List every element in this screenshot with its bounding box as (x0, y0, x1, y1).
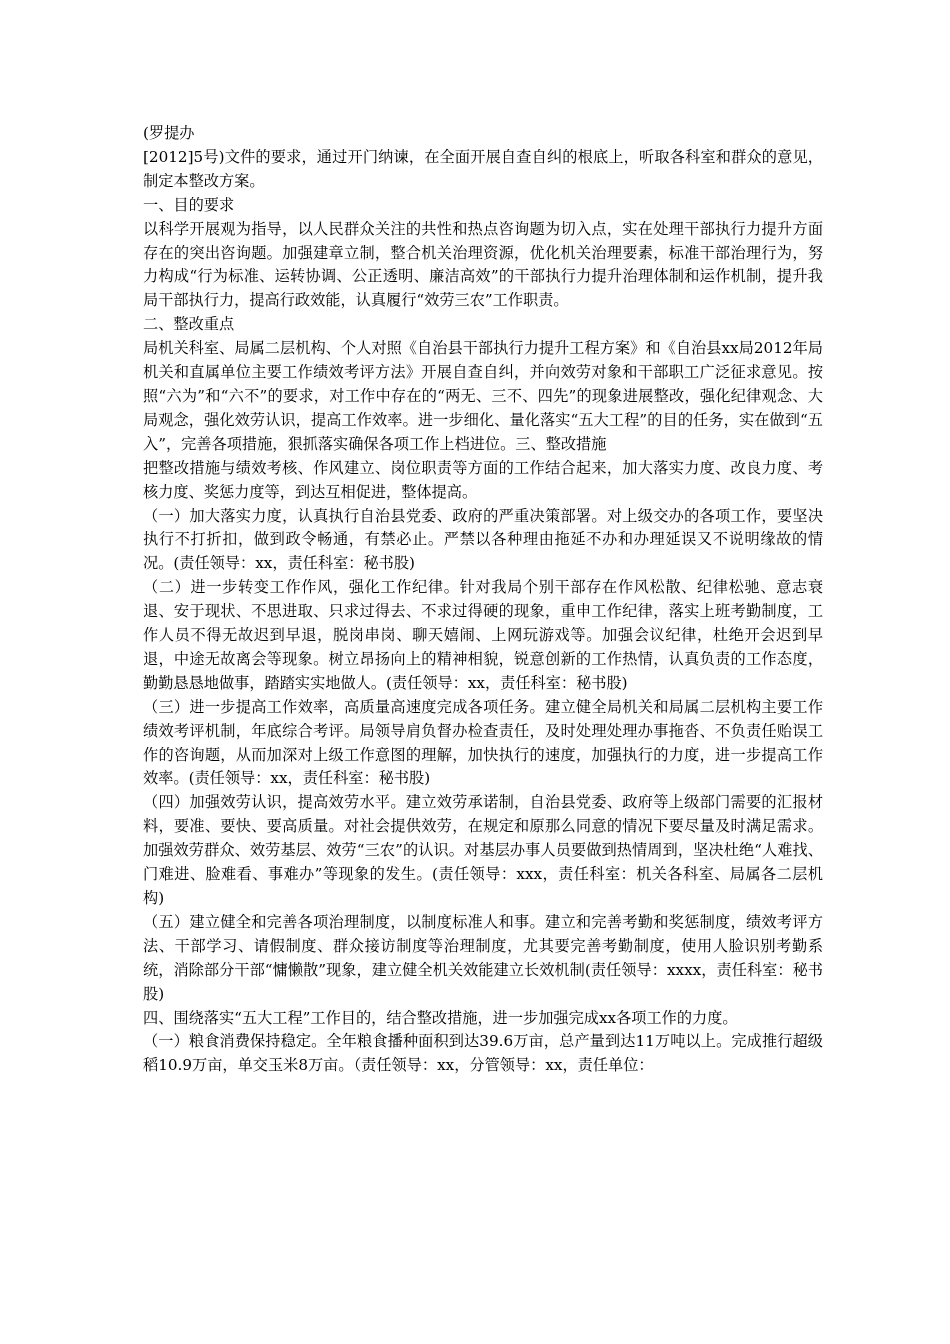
section-heading: 一、目的要求 (143, 195, 235, 214)
document-paragraph: （一）加大落实力度，认真执行自治县党委、政府的严重决策部署。对上级交办的各项工作，要坚决执行不打折扣，做到政令畅通，有禁必止。严禁以各种理由拖延不办和办理延误又不说明缘故的情况。(责任领导：xx，责任科室：秘书股) (143, 506, 823, 573)
document-body (143, 122, 823, 1078)
document-paragraph: 把整改措施与绩效考核、作风建立、岗位职责等方面的工作结合起来，加大落实力度、改良力度、考核力度、奖惩力度等，到达互相促进，整体提高。 (143, 458, 823, 501)
document-paragraph: （四）加强效劳认识，提高效劳水平。建立效劳承诺制，自治县党委、政府等上级部门需要的汇报材料，要准、要快、要高质量。对社会提供效劳，在规定和原那么同意的情况下要尽量及时满足需求。加强效劳群众、效劳基层、效劳“三农”的认识。对基层办事人员要做到热情周到，坚决杜绝“人难找、门难进、脸难看、事难办”等现象的发生。(责任领导：xxx，责任科室：机关各科室、局属各二层机构) (143, 793, 823, 907)
document-paragraph: 以科学开展观为指导，以人民群众关注的共性和热点咨询题为切入点，实在处理干部执行力提升方面存在的突出咨询题。加强建章立制，整合机关治理资源，优化机关治理要素，标准干部治理行为，努力构成“行为标准、运转协调、公正透明、廉洁高效”的干部执行力提升治理体制和运作机制，提升我局干部执行力，提高行政效能，认真履行“效劳三农”工作职责。 (143, 219, 823, 310)
document-paragraph: (罗提办 (143, 124, 195, 142)
document-paragraph: （五）建立健全和完善各项治理制度，以制度标准人和事。建立和完善考勤和奖惩制度，绩效考评方法、干部学习、请假制度、群众接访制度等治理制度，尤其要完善考勤制度，使用人脸识别考勤系统，消除部分干部“慵懒散”现象，建立健全机关效能建立长效机制(责任领导：xxxx，责任科室：秘书股) (143, 912, 823, 1003)
document-paragraph: （一）粮食消费保持稳定。全年粮食播种面积到达39.6万亩，总产量到达11万吨以上。完成推行超级稻10.9万亩，单交玉米8万亩。（责任领导：xx，分管领导：xx，责任单位： (143, 1032, 823, 1075)
document-paragraph: （二）进一步转变工作作风，强化工作纪律。针对我局个别干部存在作风松散、纪律松驰、意志衰退、安于现状、不思进取、只求过得去、不求过得硬的现象，重申工作纪律，落实上班考勤制度，工作人员不得无故迟到早退，脱岗串岗、聊天嬉闹、上网玩游戏等。加强会议纪律，杜绝开会迟到早退，中途无故离会等现象。树立昂扬向上的精神相貌，锐意创新的工作热情，认真负责的工作态度，勤勤恳恳地做事，踏踏实实地做人。(责任领导：xx，责任科室：秘书股) (143, 578, 823, 692)
section-heading: 二、整改重点 (143, 315, 235, 334)
document-paragraph: （三）进一步提高工作效率，高质量高速度完成各项任务。建立健全局机关和局属二层机构主要工作绩效考评机制，年底综合考评。局领导肩负督办检查责任，及时处理处理办事拖沓、不负责任贻误工作的咨询题，从而加深对上级工作意图的理解，加快执行的速度，加强执行的力度，进一步提高工作效率。(责任领导：xx，责任科室：秘书股) (143, 697, 823, 788)
document-paragraph: 局机关科室、局属二层机构、个人对照《自治县干部执行力提升工程方案》和《自治县xx局2012年局机关和直属单位主要工作绩效考评方法》开展自查自纠，并向效劳对象和干部职工广泛征求意见。按照“六为”和“六不”的要求，对工作中存在的“两无、三不、四先”的现象进展整改，强化纪律观念、大局观念，强化效劳认识，提高工作效率。进一步细化、量化落实“五大工程”的目的任务，实在做到“五入”，完善各项措施，狠抓落实确保各项工作上档进位。三、整改措施 (143, 339, 823, 453)
section-heading: 四、围绕落实“五大工程”工作目的，结合整改措施，进一步加强完成xx各项工作的力度。 (143, 1008, 738, 1027)
document-paragraph: [2012]5号)文件的要求，通过开门纳谏，在全面开展自查自纠的根底上，听取各科室和群众的意见，制定本整改方案。 (143, 147, 823, 190)
